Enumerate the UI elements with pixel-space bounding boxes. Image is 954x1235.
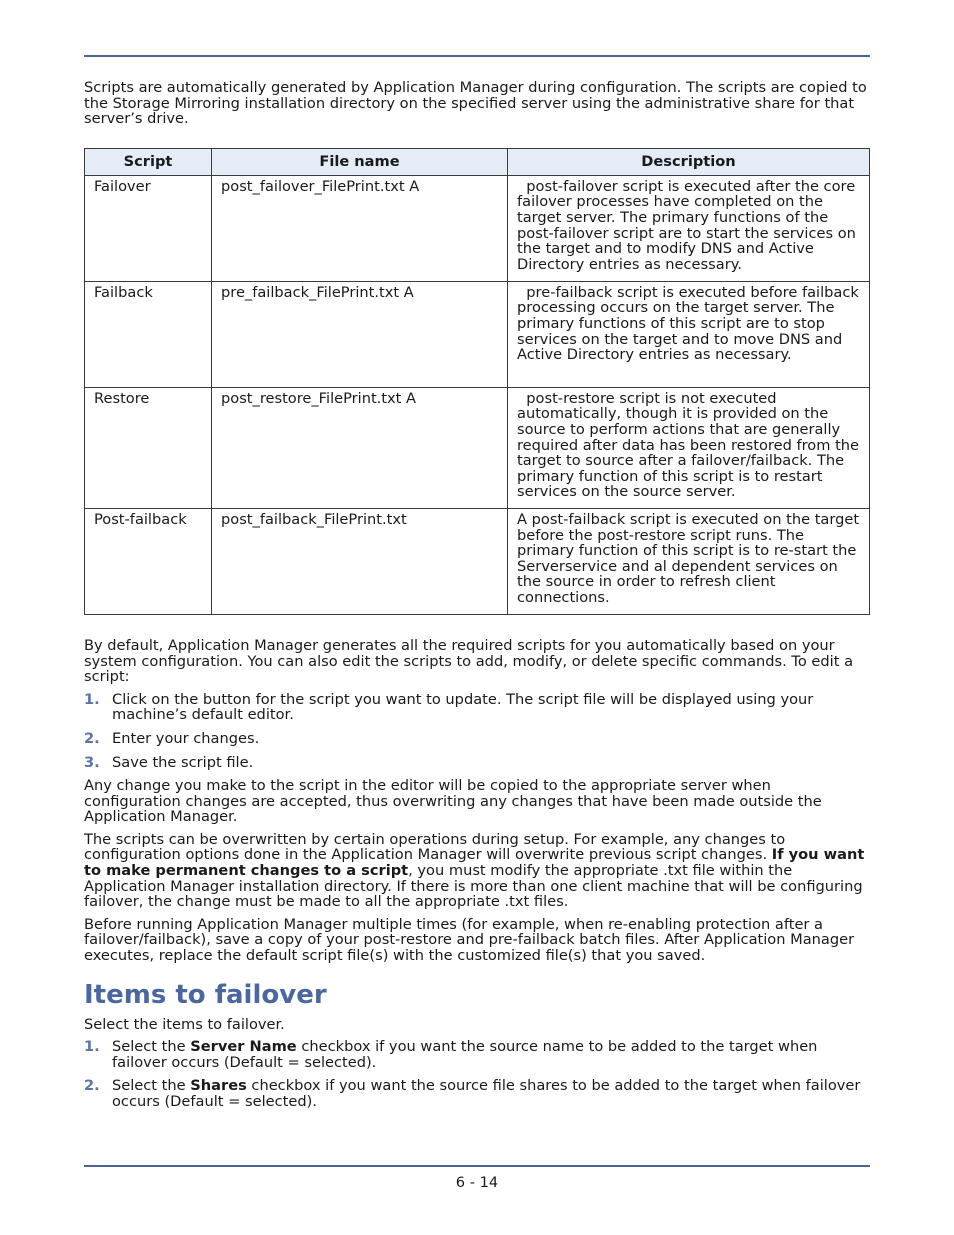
overwrite-text-end: , you must modify the appropriate .txt file within the Application Manager installation directory. If there is more than one client machine that will be configuring failover, the change must be made to all the appropriate .txt files.: [84, 862, 863, 911]
step-number: 2.: [84, 1077, 100, 1095]
cell-file-name: post_restore_FilePrint.txt A: [212, 387, 508, 508]
overwrite-emphasis: If you want to make permanent changes to a script: [84, 846, 865, 880]
page-content: [84, 80, 871, 1118]
list-item: [84, 1039, 871, 1070]
before-running-paragraph: Before running Application Manager multiple times (for example, when re-enabling protection after a failover/failback), save a copy of your post-restore and pre-failback batch files. After Application Manager executes, replace the default script file(s) with the customized file(s) that you saved.: [84, 915, 855, 965]
cell-script: Post-failback: [85, 508, 212, 614]
cell-file-name: post_failback_FilePrint.txt: [212, 508, 508, 614]
table-row: [85, 387, 870, 508]
table-row: [85, 175, 870, 281]
step-text-pre: Select the: [112, 1077, 191, 1095]
change-paragraph: Any change you make to the script in the editor will be copied to the appropriate server when configuration changes are accepted, thus overwriting any changes that have been made outside the Application Manager.: [84, 777, 822, 826]
list-item: [84, 692, 871, 723]
intro-paragraph: Scripts are automatically generated by Application Manager during configuration. The scripts are copied to the Storage Mirroring installation directory on the specified server using the administrative share for that server’s drive.: [84, 79, 867, 128]
edit-steps-list: [84, 692, 871, 770]
cell-file-name: pre_failback_FilePrint.txt A: [212, 281, 508, 387]
section-intro: Select the items to failover.: [84, 1015, 285, 1033]
list-item: [84, 1078, 871, 1109]
step-text-pre: Select the: [112, 1038, 191, 1056]
table-header-row: [85, 148, 870, 175]
table-row: [85, 281, 870, 387]
step-text: Click on the button for the script you want to update. The script file will be displayed using your machine’s default editor.: [112, 690, 814, 724]
cell-description: post-failover script is executed after the core failover processes have completed on the target server. The primary functions of the post-failover script are to start the services on the target and to modify DNS and Active Directory entries as necessary.: [508, 175, 870, 281]
page-number: 6 - 14: [455, 1174, 499, 1191]
cell-script: Failover: [85, 175, 212, 281]
section-title: Items to failover: [84, 979, 327, 1010]
column-header-description: Description: [508, 148, 870, 175]
cell-description: A post-failback script is executed on the target before the post-restore script runs. The primary function of this script is to re-start the Serverservice and al dependent services on the source in order to refresh client connections.: [508, 508, 870, 614]
cell-script: Restore: [85, 387, 212, 508]
step-number: 1.: [84, 690, 100, 708]
edit-intro-paragraph: By default, Application Manager generates all the required scripts for you automatically based on your system configuration. You can also edit the scripts to add, modify, or delete specific commands. To edit a script:: [84, 636, 854, 686]
cell-file-name: post_failover_FilePrint.txt A: [212, 175, 508, 281]
footer-rule: [84, 1165, 870, 1167]
header-rule: [84, 55, 870, 57]
failover-steps-list: [84, 1039, 871, 1109]
cell-description: post-restore script is not executed automatically, though it is provided on the source to perform actions that are generally required after data has been restored from the target to source after a failover/failback. The primary function of this script is to restart services on the source server.: [508, 387, 870, 508]
column-header-file-name: File name: [212, 148, 508, 175]
step-number: 1.: [84, 1038, 100, 1056]
overwrite-text-start: The scripts can be overwritten by certain operations during setup. For example, any changes to configuration options done in the Application Manager will overwrite previous script changes.: [84, 830, 786, 864]
column-header-script: Script: [85, 148, 212, 175]
scripts-table: [84, 148, 870, 615]
step-text-post: checkbox if you want the source file shares to be added to the target when failover occurs (Default = selected).: [112, 1077, 861, 1110]
step-number: 2.: [84, 729, 100, 747]
overwrite-paragraph: [84, 832, 871, 910]
table-row: [85, 508, 870, 614]
step-text: Save the script file.: [112, 753, 254, 771]
list-item: [84, 755, 871, 771]
list-item: [84, 731, 871, 747]
cell-description: pre-failback script is executed before failback processing occurs on the target server. The primary functions of this script are to stop services on the target and to move DNS and Active Directory entries as necessary.: [508, 281, 870, 387]
cell-script: Failback: [85, 281, 212, 387]
step-text-bold: Server Name: [190, 1038, 297, 1056]
step-number: 3.: [84, 753, 100, 771]
step-text-post: checkbox if you want the source name to be added to the target when failover occurs (Default = selected).: [112, 1038, 818, 1071]
step-text: Enter your changes.: [112, 729, 260, 747]
step-text-bold: Shares: [190, 1077, 247, 1095]
